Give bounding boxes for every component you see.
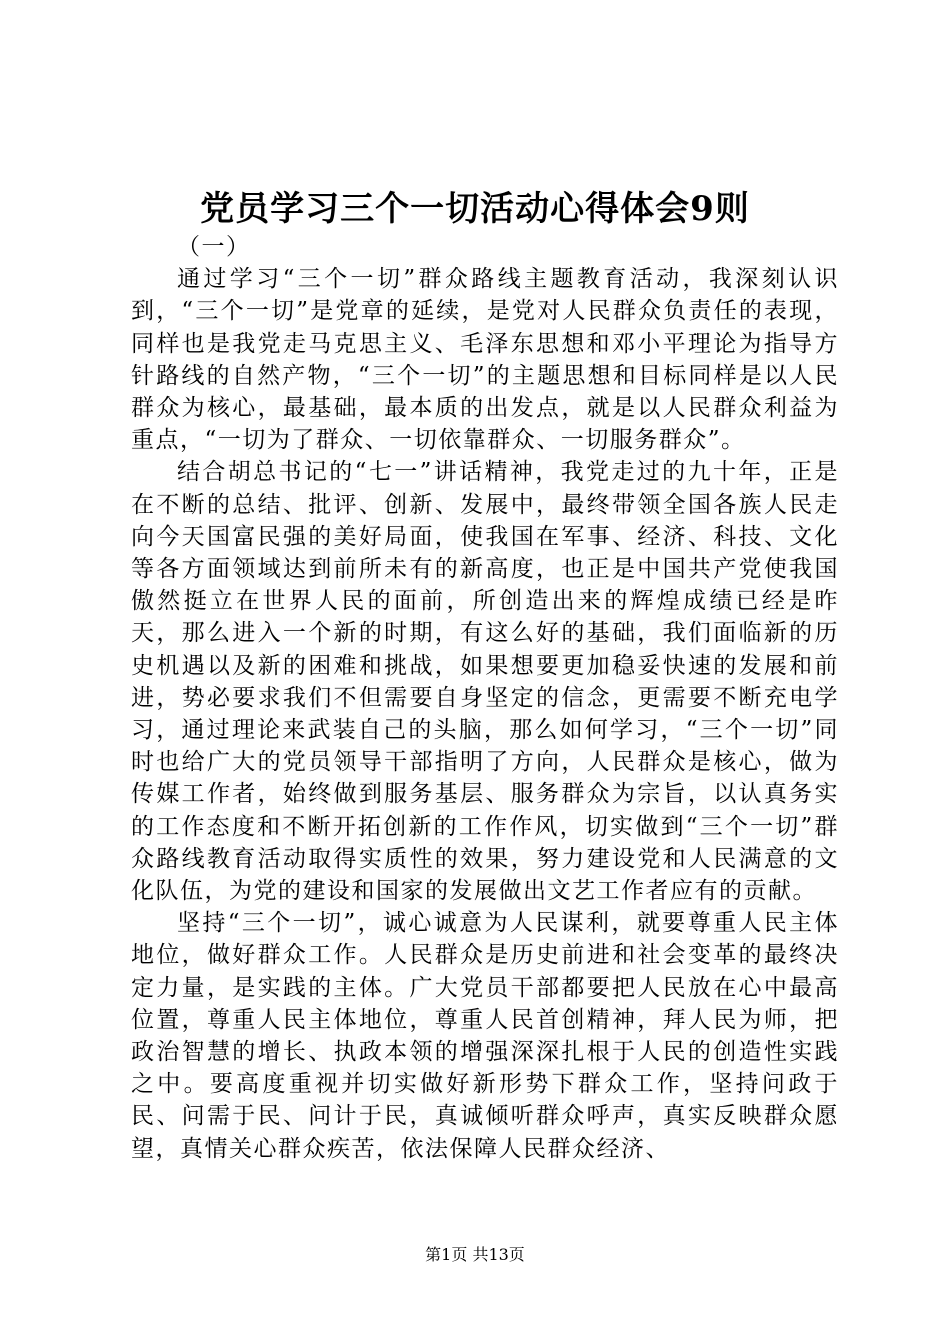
paragraph-1: 通过学习“三个一切”群众路线主题教育活动，我深刻认识到，“三个一切”是党章的延续，是党对人民群众负责任的表现，同样也是我党走马克思主义、毛泽东思想和邓小平理论为指导方针路线的自然产物，“三个一切”的主题思想和目标同样是以人民群众为核心，最基础，最本质的出发点，就是以人民群众利益为重点，“一切为了群众、一切依靠群众、一切服务群众”。 — [131, 266, 839, 454]
paragraph-3: 坚持“三个一切”，诚心诚意为人民谋利，就要尊重人民主体地位，做好群众工作。人民群众是历史前进和社会变革的最终决定力量，是实践的主体。广大党员干部都要把人民放在心中最高位置，尊重人民主体地位，尊重人民首创精神，拜人民为师，把政治智慧的增长、执政本领的增强深深扎根于人民的创造性实践之中。要高度重视并切实做好新形势下群众工作，坚持问政于民、问需于民、问计于民，真诚倾听群众呼声，真实反映群众愿望，真情关心群众疾苦，依法保障人民群众经济、 — [131, 910, 839, 1162]
paragraph-2: 结合胡总书记的“七一”讲话精神，我党走过的九十年，正是在不断的总结、批评、创新、发展中，最终带领全国各族人民走向今天国富民强的美好局面，使我国在军事、经济、科技、文化等各方面领域达到前所未有的新高度，也正是中国共产党使我国傲然挺立在世界人民的面前，所创造出来的辉煌成绩已经是昨天，那么进入一个新的时期，有这么好的基础，我们面临新的历史机遇以及新的困难和挑战，如果想要更加稳妥快速的发展和前进，势必要求我们不但需要自身坚定的信念，更需要不断充电学习，通过理论来武装自己的头脑，那么如何学习，“三个一切”同时也给广大的党员领导干部指明了方向，人民群众是核心，做为传媒工作者，始终做到服务基层、服务群众为宗旨，以认真务实的工作态度和不断开拓创新的工作作风，切实做到“三个一切”群众路线教育活动取得实质性的效果，努力建设党和人民满意的文化队伍，为党的建设和国家的发展做出文艺工作者应有的贡献。 — [131, 459, 839, 905]
document-title: 党员学习三个一切活动心得体会9则 — [200, 189, 750, 229]
section-marker: （一） — [177, 234, 251, 260]
page-footer: 第1页 共13页 — [425, 1245, 525, 1264]
document-body — [131, 231, 839, 1165]
